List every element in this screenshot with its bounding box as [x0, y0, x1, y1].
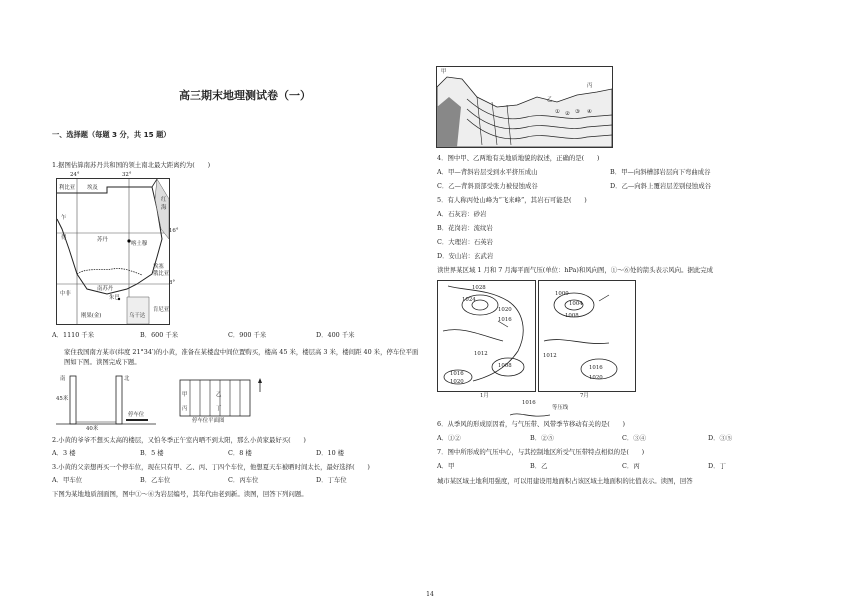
- q7-option-d: D．丁: [708, 462, 726, 470]
- map-label-sudan: 苏丹: [97, 237, 108, 243]
- plan-col-yi: 乙: [216, 392, 222, 398]
- map-label-ethiopia-2: 俄比亚: [153, 271, 170, 277]
- parking-plan: [178, 378, 268, 426]
- plan-caption: 停车位平面图: [192, 418, 225, 424]
- geo-num-4: ④: [587, 109, 592, 115]
- geo-label-bing: 丙: [587, 83, 593, 89]
- q3-option-c: C．丙车位: [228, 476, 259, 484]
- geo-num-3: ③: [575, 109, 580, 115]
- q1-option-a: A．1110 千米: [52, 331, 95, 339]
- q2-option-a: A．3 楼: [52, 449, 76, 457]
- q3-option-d: D．丁车位: [316, 476, 347, 484]
- context8-intro: 城市某区域土地利用强度，可以用建设用地面积占该区域土地面积的比值表示。读图，回答: [437, 477, 693, 485]
- q5-option-a: A．石灰岩：砂岩: [437, 210, 487, 218]
- jul-isobar-6: 1020: [589, 375, 603, 381]
- q1-option-b: B．600 千米: [140, 331, 179, 339]
- jul-isobar-1: 1004: [569, 301, 583, 307]
- jul-isobar-5: 1016: [589, 365, 603, 371]
- map-label-ethiopia-1: 埃塞: [153, 264, 164, 270]
- jul-isobar-4: 1012: [543, 353, 557, 359]
- q4-stem: 4．图中甲、乙两地有关地质地貌的叙述，正确的是( ): [437, 154, 600, 162]
- q5-option-b: B．花岗岩：流纹岩: [437, 224, 493, 232]
- q5-option-c: C．大理岩：石英岩: [437, 238, 494, 246]
- map-label-juba: 朱巴: [109, 295, 120, 301]
- jan-isobar-2: 1024: [462, 297, 476, 303]
- map-label-red: 红: [161, 197, 167, 203]
- q7-stem: 7．图中所形成的气压中心，与其控制地区所受气压带特点相似的是( ): [437, 448, 645, 456]
- plan-col-bing: 丙: [182, 406, 188, 412]
- label-height: 45米: [56, 396, 69, 402]
- lat-label-8: 8°: [169, 280, 176, 286]
- map-label-chad-2: 得: [61, 235, 67, 241]
- q7-option-a: A．甲: [437, 462, 455, 470]
- pressure-map-jan: [437, 280, 536, 392]
- context6-intro: 读世界某区域 1 月和 7 月海平面气压(单位：hPa)和风向图，①～⑥处的箭头表示风向。据此完成: [437, 266, 714, 274]
- q2-stem: 2.小黄的爷爷不想买太高的楼层，又怕冬季正午室内晒不到太阳，那么小黄家最好买( ): [52, 436, 306, 444]
- legend-isobar-label: 等压线: [552, 405, 569, 411]
- map-label-libya: 利比亚: [59, 185, 76, 191]
- q6-option-c: C．③④: [622, 434, 647, 442]
- sudan-map-svg: [57, 179, 169, 324]
- map-label-sea: 海: [161, 205, 167, 211]
- label-distance: 40米: [86, 426, 99, 432]
- lat-label-16: 16°: [169, 228, 179, 234]
- lon-label-24: 24°: [70, 172, 80, 178]
- q1-option-c: C．900 千米: [228, 331, 267, 339]
- geo-num-2: ②: [565, 111, 570, 117]
- jul-isobar-3: 1000: [555, 291, 569, 297]
- map-label-car: 中非: [60, 291, 71, 297]
- map-label-khartoum: 喀土穆: [131, 241, 148, 247]
- plan-col-ding: 丁: [216, 406, 222, 412]
- q4-option-a: A．甲—背斜岩层受到水平挤压成山: [437, 168, 538, 176]
- q4-option-d: D．乙—向斜上覆岩层差别侵蚀成谷: [610, 182, 711, 190]
- map-label-south-sudan: 南苏丹: [97, 286, 114, 292]
- q5-option-d: D．安山岩：玄武岩: [437, 252, 494, 260]
- q3-stem: 3.小黄的父亲想再买一个停车位，现在只有甲、乙、丙、丁四个车位，他想夏天车被晒时间太长，最好选择( ): [52, 463, 370, 471]
- map-label-uganda: 乌干达: [129, 313, 146, 319]
- jan-isobar-4: 1016: [498, 317, 512, 323]
- label-south: 南: [60, 376, 66, 382]
- q6-option-d: D．③⑤: [708, 434, 733, 442]
- q6-option-b: B．②⑤: [530, 434, 554, 442]
- q7-option-c: C．丙: [622, 462, 640, 470]
- q4-option-b: B．甲—向斜槽部岩层向下弯曲成谷: [610, 168, 711, 176]
- context2-intro: 家住我国南方某市(纬度 21°34′)的小黄，准备在某楼盘中间位置购买，楼高 45 米，楼层高 3 米，楼间距 40 米，停车位平面图如下图。读图完成下题。: [64, 348, 419, 366]
- q6-stem: 6．从季风的形成原因看，与气压带、风带季节移动有关的是( ): [437, 420, 625, 428]
- jul-isobar-2: 1008: [565, 313, 579, 319]
- geo-label-yi: 乙: [547, 97, 553, 103]
- pressure-map-jul: [538, 280, 636, 392]
- map-label-kenya: 肯尼亚: [153, 307, 170, 313]
- page-number: 14: [426, 591, 434, 598]
- jan-isobar-8: 1020: [450, 379, 464, 385]
- lon-label-32: 32°: [122, 172, 132, 178]
- geo-label-jia: 甲: [441, 69, 447, 75]
- building-diagram: [56, 372, 156, 430]
- q6-option-a: A．①②: [437, 434, 461, 442]
- jan-isobar-7: 1016: [450, 371, 464, 377]
- section-heading: 一、选择题（每题 3 分，共 15 题）: [52, 130, 171, 139]
- q3-option-b: B．乙车位: [140, 476, 171, 484]
- geologic-section: [436, 66, 613, 148]
- q2-option-d: D．10 楼: [316, 449, 345, 457]
- map-label-chad-1: 乍: [61, 215, 67, 221]
- label-north: 北: [124, 376, 130, 382]
- map-caption-jan: 1月: [480, 393, 489, 399]
- map-label-drc: 刚果(金): [81, 313, 102, 319]
- q7-option-b: B．乙: [530, 462, 548, 470]
- q4-option-c: C．乙—背斜顶部受张力被侵蚀成谷: [437, 182, 538, 190]
- q5-stem: 5．有人称丙处山峰为“飞来峰”，其岩石可能是( ): [437, 196, 587, 204]
- jan-isobar-6: 1008: [498, 363, 512, 369]
- q2-option-b: B．5 楼: [140, 449, 164, 457]
- context4-intro: 下图为某地地质剖面图，图中①～⑥为岩层编号，其年代由老到新。读图，回答下列问题。: [52, 490, 308, 498]
- map-caption-jul: 7月: [580, 393, 589, 399]
- legend-isobar-value: 1016: [522, 400, 536, 406]
- q1-stem: 1.据图估算南苏丹共和国的领土南北最大距离约为( ): [52, 161, 211, 169]
- jan-isobar-3: 1020: [498, 307, 512, 313]
- jan-isobar-5: 1012: [474, 351, 488, 357]
- geo-num-1: ①: [555, 109, 560, 115]
- jan-isobar-1: 1028: [472, 285, 486, 291]
- q3-option-a: A．甲车位: [52, 476, 83, 484]
- sudan-map: [56, 178, 170, 325]
- page-title: 高三期末地理测试卷（一）: [179, 89, 311, 102]
- label-parking: 停车位: [128, 412, 145, 418]
- q1-option-d: D．400 千米: [316, 331, 355, 339]
- plan-col-jia: 甲: [182, 392, 188, 398]
- map-label-egypt: 埃及: [87, 185, 98, 191]
- q2-option-c: C．8 楼: [228, 449, 252, 457]
